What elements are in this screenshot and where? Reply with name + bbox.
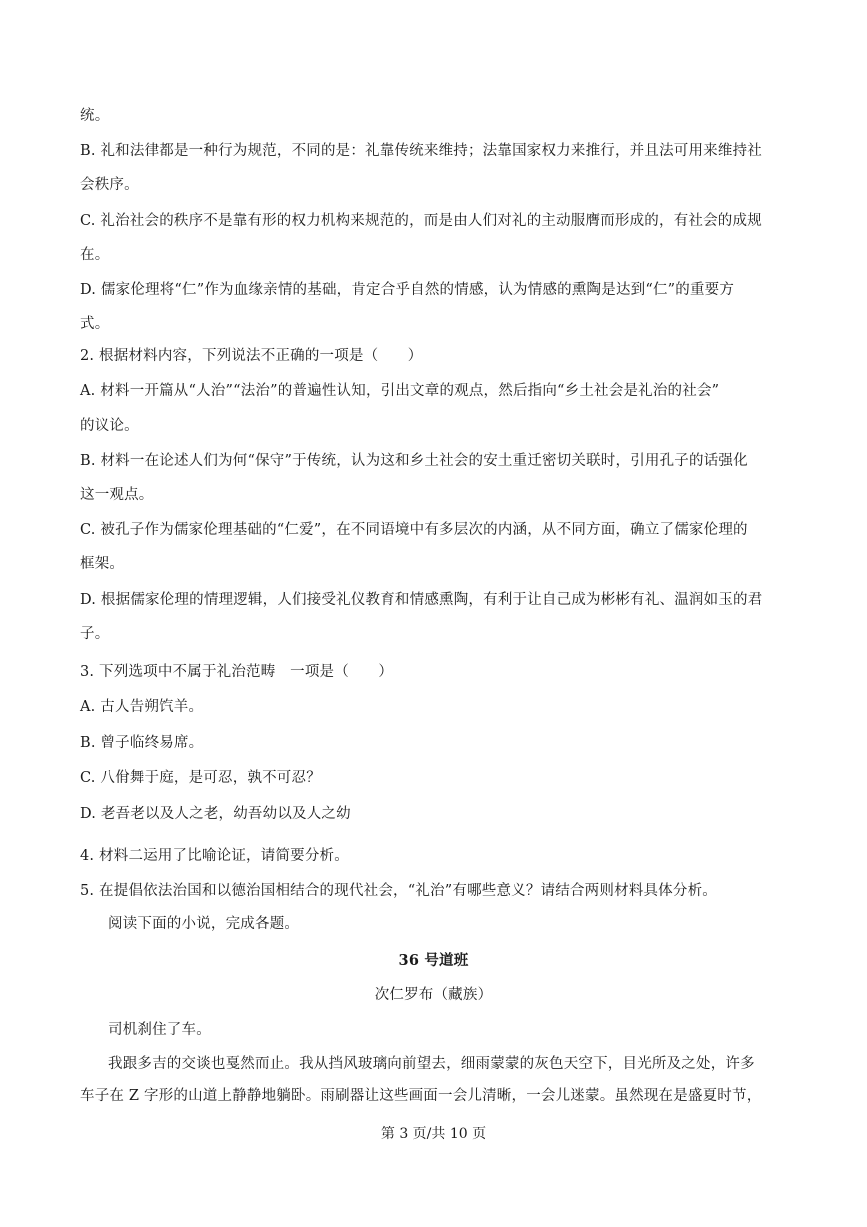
option-c-line: C. 礼治社会的秩序不是靠有形的权力机构来规范的，而是由人们对礼的主动服膺而形成的，有社会的成规 xyxy=(80,213,762,229)
paragraph-line: 车子在 Z 字形的山道上静静地躺卧。雨刷器让这些画面一会儿清晰，一会儿迷蒙。虽然现在是盛夏时节， xyxy=(80,1088,762,1104)
option-a-line: A. 古人告朔饩羊。 xyxy=(80,699,204,715)
text-line: 子。 xyxy=(80,626,110,642)
text-line: 框架。 xyxy=(80,556,125,572)
paragraph-line: 司机刹住了车。 xyxy=(108,1022,211,1038)
story-author: 次仁罗布（藏族） xyxy=(374,987,493,1003)
option-b-line: B. 材料一在论述人们为何“保守”于传统，认为这和乡土社会的安土重迁密切关联时，引用孔子的话强化 xyxy=(80,453,748,469)
option-d-line: D. 老吾老以及人之老，幼吾幼以及人之幼 xyxy=(80,806,351,822)
question-3: 3. 下列选项中不属于礼治范畴 一项是（ ） xyxy=(80,664,394,680)
question-4: 4. 材料二运用了比喻论证，请简要分析。 xyxy=(80,848,349,864)
option-b-line: B. 曾子临终易席。 xyxy=(80,735,204,751)
option-d-line: D. 根据儒家伦理的情理逻辑，人们接受礼仪教育和情感熏陶，有利于让自己成为彬彬有礼、温润如玉的君 xyxy=(80,592,763,608)
page-number: 第 3 页/共 10 页 xyxy=(380,1126,487,1142)
option-c-line: C. 八佾舞于庭，是可忍，孰不可忍？ xyxy=(80,770,321,786)
text-line: 式。 xyxy=(80,316,110,332)
question-2: 2. 根据材料内容，下列说法不正确的一项是（ ） xyxy=(80,348,423,364)
option-b-line: B. 礼和法律都是一种行为规范，不同的是：礼靠传统来维持；法靠国家权力来推行，并且法可用来维持社 xyxy=(80,143,762,159)
text-line: 的议论。 xyxy=(80,418,139,434)
text-line: 在。 xyxy=(80,247,110,263)
paragraph-line: 我跟多吉的交谈也戛然而止。我从挡风玻璃向前望去，细雨蒙蒙的灰色天空下，目光所及之处，许多 xyxy=(108,1056,755,1072)
option-d-line: D. 儒家伦理将“仁”作为血缘亲情的基础，肯定合乎自然的情感，认为情感的熏陶是达到“仁”的重要方 xyxy=(80,282,735,298)
question-5: 5. 在提倡依法治国和以德治国相结合的现代社会，“礼治”有哪些意义？请结合两则材料具体分析。 xyxy=(80,883,717,899)
text-line: 这一观点。 xyxy=(80,487,154,503)
option-a-line: A. 材料一开篇从“人治”“法治”的普遍性认知，引出文章的观点，然后指向“乡土社会是礼治的社会” xyxy=(80,383,720,399)
option-c-line: C. 被孔子作为儒家伦理基础的“仁爱”，在不同语境中有多层次的内涵，从不同方面，确立了儒家伦理的 xyxy=(80,522,748,538)
story-title: 36 号道班 xyxy=(398,952,469,969)
text-line: 统。 xyxy=(80,108,110,124)
reading-instruction: 阅读下面的小说，完成各题。 xyxy=(108,916,300,932)
text-line: 会秩序。 xyxy=(80,177,139,193)
